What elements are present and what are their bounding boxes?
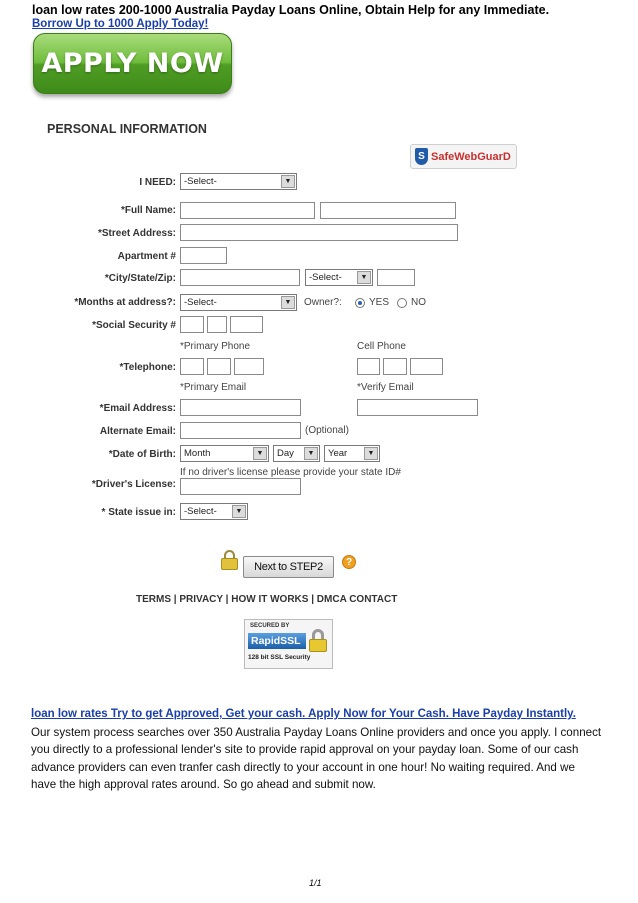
verify-email-label: *Verify Email [357,382,414,393]
page-number: 1/1 [309,878,322,888]
owner-no-label: NO [411,297,426,308]
article-paragraph: Our system process searches over 350 Australia Payday Loans Online providers and once you apply. I connect you directly to a professional lender's site to provide rapid approval on your payday loan. Some of our cash advance providers can even tranfer cash directly to your account in one hour! No waiting required. And we have the high approval rates around. So go ahead and submit now. [31,726,602,792]
lock-icon [221,550,238,570]
dob-year-select[interactable]: Year ▼ [324,445,380,462]
apartment-input[interactable] [180,247,227,264]
ssn-part2-input[interactable] [207,316,227,333]
street-input[interactable] [180,224,458,241]
city-input[interactable] [180,269,300,286]
document-title: loan low rates 200-1000 Australia Payday Loans Online, Obtain Help for any Immediate. [32,3,550,17]
ssl-secured-by: SECURED BY [250,623,290,629]
chevron-down-icon: ▼ [281,175,295,188]
email-input[interactable] [180,399,301,416]
ssl-bits: 128 bit SSL Security [248,654,311,661]
optional-label: (Optional) [305,425,349,436]
ssn-part3-input[interactable] [230,316,263,333]
cell-prefix-input[interactable] [383,358,407,375]
months-label: *Months at address?: [74,297,176,308]
need-select[interactable]: -Select- ▼ [180,173,297,190]
footer-links[interactable]: TERMS | PRIVACY | HOW IT WORKS | DMCA CONTACT [136,594,398,605]
last-name-input[interactable] [320,202,456,219]
verify-email-input[interactable] [357,399,478,416]
shield-icon: S [415,148,428,165]
phone-area-input[interactable] [180,358,204,375]
state-issue-select[interactable]: -Select- ▼ [180,503,248,520]
zip-input[interactable] [377,269,415,286]
full-name-label: *Full Name: [120,205,176,216]
chevron-down-icon: ▼ [281,296,295,309]
article-link[interactable]: loan low rates Try to get Approved, Get your cash. Apply Now for Your Cash. Have Payday Instantly. [31,708,576,720]
ssn-part1-input[interactable] [180,316,204,333]
first-name-input[interactable] [180,202,315,219]
email-label: *Email Address: [99,403,176,414]
phone-prefix-input[interactable] [207,358,231,375]
state-select[interactable]: -Select- ▼ [305,269,373,286]
help-icon[interactable]: ? [342,555,356,569]
chevron-down-icon: ▼ [304,447,318,460]
city-label: *City/State/Zip: [104,273,176,284]
cell-area-input[interactable] [357,358,380,375]
safewebguard-badge [410,144,517,169]
street-label: *Street Address: [98,228,176,239]
chevron-down-icon: ▼ [232,505,246,518]
chevron-down-icon: ▼ [357,271,371,284]
chevron-down-icon: ▼ [253,447,267,460]
badge-text: SafeWebGuarD [431,150,511,163]
rapidssl-badge [244,619,333,669]
owner-no-radio[interactable] [397,298,407,308]
dob-month-select[interactable]: Month ▼ [180,445,269,462]
ssl-brand: RapidSSL [248,633,306,649]
dob-label: *Date of Birth: [108,449,176,460]
primary-phone-label: *Primary Phone [180,341,251,352]
alt-email-input[interactable] [180,422,301,439]
borrow-link[interactable]: Borrow Up to 1000 Apply Today! [32,18,209,30]
owner-yes-radio[interactable] [355,298,365,308]
alt-email-label: Alternate Email: [99,426,176,437]
license-hint: If no driver's license please provide your state ID# [180,467,401,478]
telephone-label: *Telephone: [119,362,176,373]
need-label: I NEED: [139,177,176,188]
next-step-button[interactable]: Next to STEP2 [243,556,334,578]
license-input[interactable] [180,478,301,495]
cell-line-input[interactable] [410,358,443,375]
cell-phone-label: Cell Phone [357,341,406,352]
months-select[interactable]: -Select- ▼ [180,294,297,311]
state-issue-label: * State issue in: [101,507,176,518]
apartment-label: Apartment # [117,251,176,262]
primary-email-label: *Primary Email [180,382,247,393]
dob-day-select[interactable]: Day ▼ [273,445,320,462]
chevron-down-icon: ▼ [364,447,378,460]
owner-yes-label: YES [369,297,390,308]
padlock-icon [308,629,328,653]
section-title: PERSONAL INFORMATION [47,122,207,136]
license-label: *Driver's License: [91,479,176,490]
ssn-label: *Social Security # [92,320,176,331]
phone-line-input[interactable] [234,358,264,375]
apply-now-button[interactable]: APPLY NOW [33,33,232,94]
owner-label: Owner?: [304,297,342,308]
